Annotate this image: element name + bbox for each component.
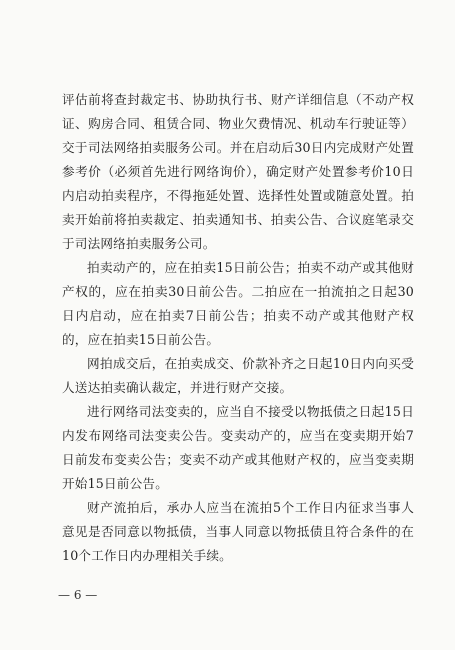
paragraph-failed-auction: 财产流拍后，承办人应当在流拍5个工作日内征求当事人意见是否同意以物抵债，当事人同意以物抵债且符合条件的在10个工作日内办理相关手续。 bbox=[62, 500, 414, 563]
paragraph-auction-deal: 网拍成交后，在拍卖成交、价款补齐之日起10日内向买受人送达拍卖确认裁定，并进行财产交接。 bbox=[62, 356, 414, 395]
paragraph-sale: 进行网络司法变卖的，应当自不接受以物抵债之日起15日内发布网络司法变卖公告。变卖动产的，应当在变卖期开始7日前发布变卖公告；变卖不动产或其他财产权的，应当变卖期开始15日前公告。 bbox=[62, 404, 414, 491]
page-number: — 6 — bbox=[58, 588, 98, 602]
paragraph-auction-notice: 拍卖动产的，应在拍卖15日前公告；拍卖不动产或其他财产权的，应在拍卖30日前公告。二拍应在一拍流拍之日起30日内启动，应在拍卖7日前公告；拍卖不动产或其他财产权的，应在拍卖15日前公告。 bbox=[62, 260, 414, 347]
paragraph-evaluation: 评估前将查封裁定书、协助执行书、财产详细信息（不动产权证、购房合同、租赁合同、物业欠费情况、机动车行驶证等）交于司法网络拍卖服务公司。并在启动后30日内完成财产处置参考价（必须首先进行网络询价），确定财产处置参考价10日内启动拍卖程序，不得拖延处置、选择性处置或随意处置。拍卖开始前将拍卖裁定、拍卖通知书、拍卖公告、合议庭笔录交于司法网络拍卖服务公司。 bbox=[62, 92, 414, 251]
document-body bbox=[62, 88, 414, 568]
